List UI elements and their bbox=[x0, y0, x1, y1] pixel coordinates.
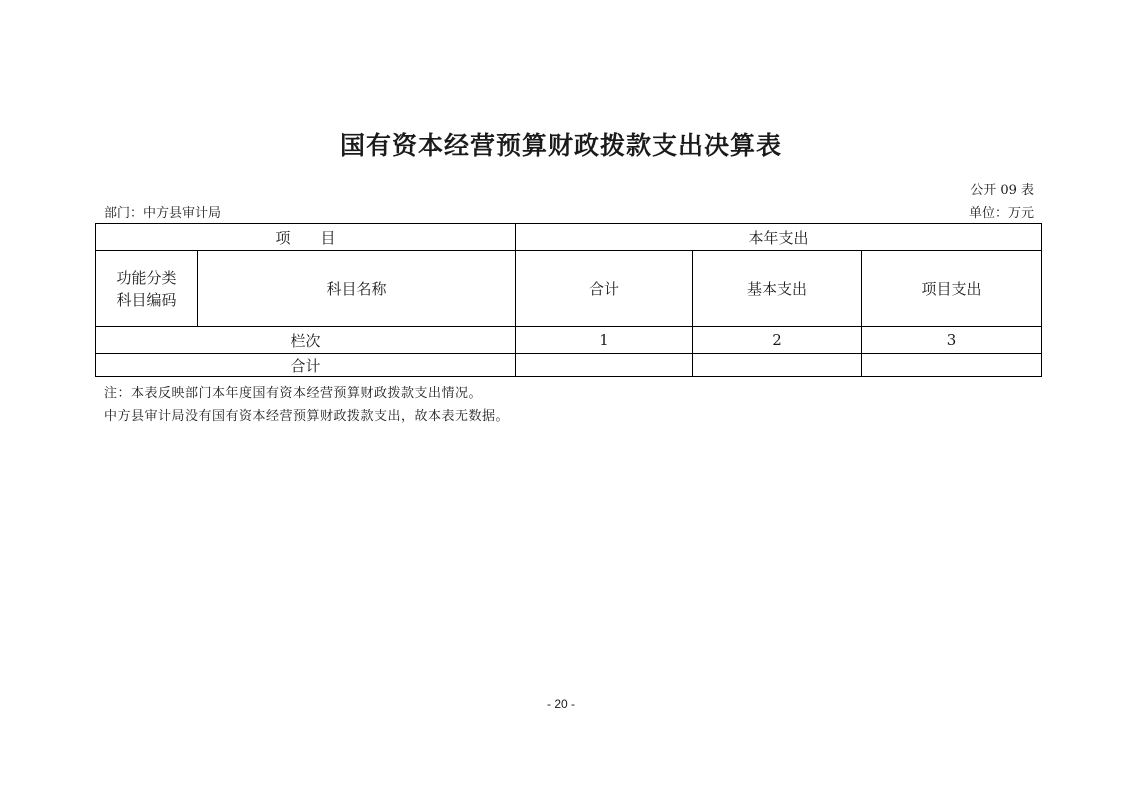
header-project: 项 目 bbox=[96, 224, 516, 251]
basic-value-cell bbox=[693, 354, 862, 377]
page-title: 国有资本经营预算财政拨款支出决算表 bbox=[339, 131, 782, 160]
header-basic-expenditure: 基本支出 bbox=[693, 251, 862, 327]
project-value-cell bbox=[862, 354, 1042, 377]
note-line-1: 注：本表反映部门本年度国有资本经营预算财政拨款支出情况。 bbox=[104, 386, 483, 401]
function-code-line2: 科目编码 bbox=[116, 290, 177, 309]
department-label: 部门：中方县审计局 bbox=[104, 206, 222, 221]
index-3: 3 bbox=[862, 327, 1042, 354]
page-number: - 20 - bbox=[546, 697, 575, 711]
table-index-row bbox=[96, 327, 1042, 354]
header-total: 合计 bbox=[516, 251, 693, 327]
note-line-2: 中方县审计局没有国有资本经营预算财政拨款支出，故本表无数据。 bbox=[104, 409, 510, 424]
header-subject-name: 科目名称 bbox=[198, 251, 516, 327]
unit-label: 单位：万元 bbox=[968, 206, 1034, 221]
row-index-label: 栏次 bbox=[96, 327, 516, 354]
header-function-code bbox=[96, 251, 198, 327]
row-total-label: 合计 bbox=[96, 354, 516, 377]
table-total-row bbox=[96, 354, 1042, 377]
index-2: 2 bbox=[693, 327, 862, 354]
total-value-cell bbox=[516, 354, 693, 377]
table-subheader-row bbox=[96, 251, 1042, 327]
table-header-row bbox=[96, 224, 1042, 251]
expenditure-table bbox=[95, 223, 1042, 377]
index-1: 1 bbox=[516, 327, 693, 354]
header-project-expenditure: 项目支出 bbox=[862, 251, 1042, 327]
header-current-year: 本年支出 bbox=[516, 224, 1042, 251]
function-code-line1: 功能分类 bbox=[116, 268, 177, 287]
form-number: 公开 09 表 bbox=[970, 183, 1034, 198]
